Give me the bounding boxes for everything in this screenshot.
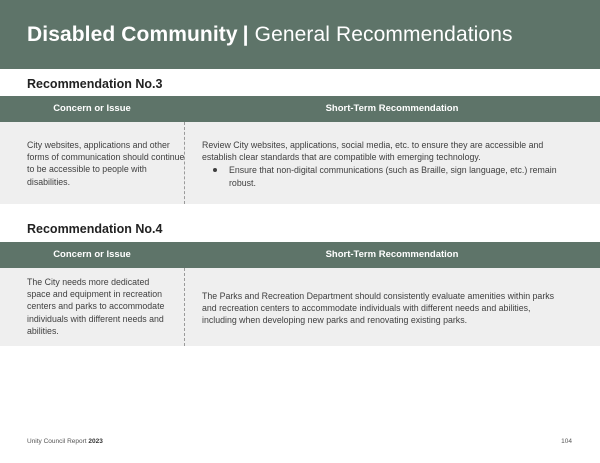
header-title-light: General Recommendations [254, 22, 513, 46]
footer-report-name [27, 438, 103, 445]
recommendation-3-title: Recommendation No.3 [27, 77, 163, 91]
column-divider [184, 268, 185, 346]
header-separator: | [242, 22, 249, 46]
page-header [0, 0, 600, 69]
concern-cell: City websites, applications and other forms of communication should continue to be accessible to people with disabilities. [27, 140, 185, 187]
recommendation-cell [202, 139, 580, 189]
column-header-recommendation: Short-Term Recommendation [325, 103, 459, 114]
table-row [0, 268, 600, 346]
report-name: Unity Council Report [27, 438, 87, 445]
column-header-recommendation: Short-Term Recommendation [325, 249, 459, 260]
column-header-concern: Concern or Issue [53, 103, 131, 114]
recommendation-4-table [0, 242, 600, 346]
table-header-row [0, 242, 600, 268]
table-header-row [0, 96, 600, 122]
concern-cell: The City needs more dedicated space and equipment in recreation centers and parks to accommodate individuals with different needs and abilities. [27, 277, 165, 336]
recommendation-4-title: Recommendation No.4 [27, 222, 163, 236]
recommendation-text: Review City websites, applications, social media, etc. to ensure they are accessible and establish clear standards that are compatible with emerging technology. [202, 140, 544, 163]
report-year: 2023 [88, 438, 103, 445]
recommendation-3-table [0, 96, 600, 204]
bullet-item: Ensure that non-digital communications (such as Braille, sign language, etc.) remain robust. [202, 164, 580, 188]
table-row [0, 122, 600, 204]
header-title-strong: Disabled Community [27, 22, 238, 46]
column-header-concern: Concern or Issue [53, 249, 131, 260]
recommendation-bullets [202, 164, 580, 188]
page-number: 104 [561, 438, 572, 445]
recommendation-cell: The Parks and Recreation Department should consistently evaluate amenities within parks and recreation centers to accommodate individuals with different needs and abilities, including when developing new parks and renovating existing parks. [202, 291, 555, 326]
